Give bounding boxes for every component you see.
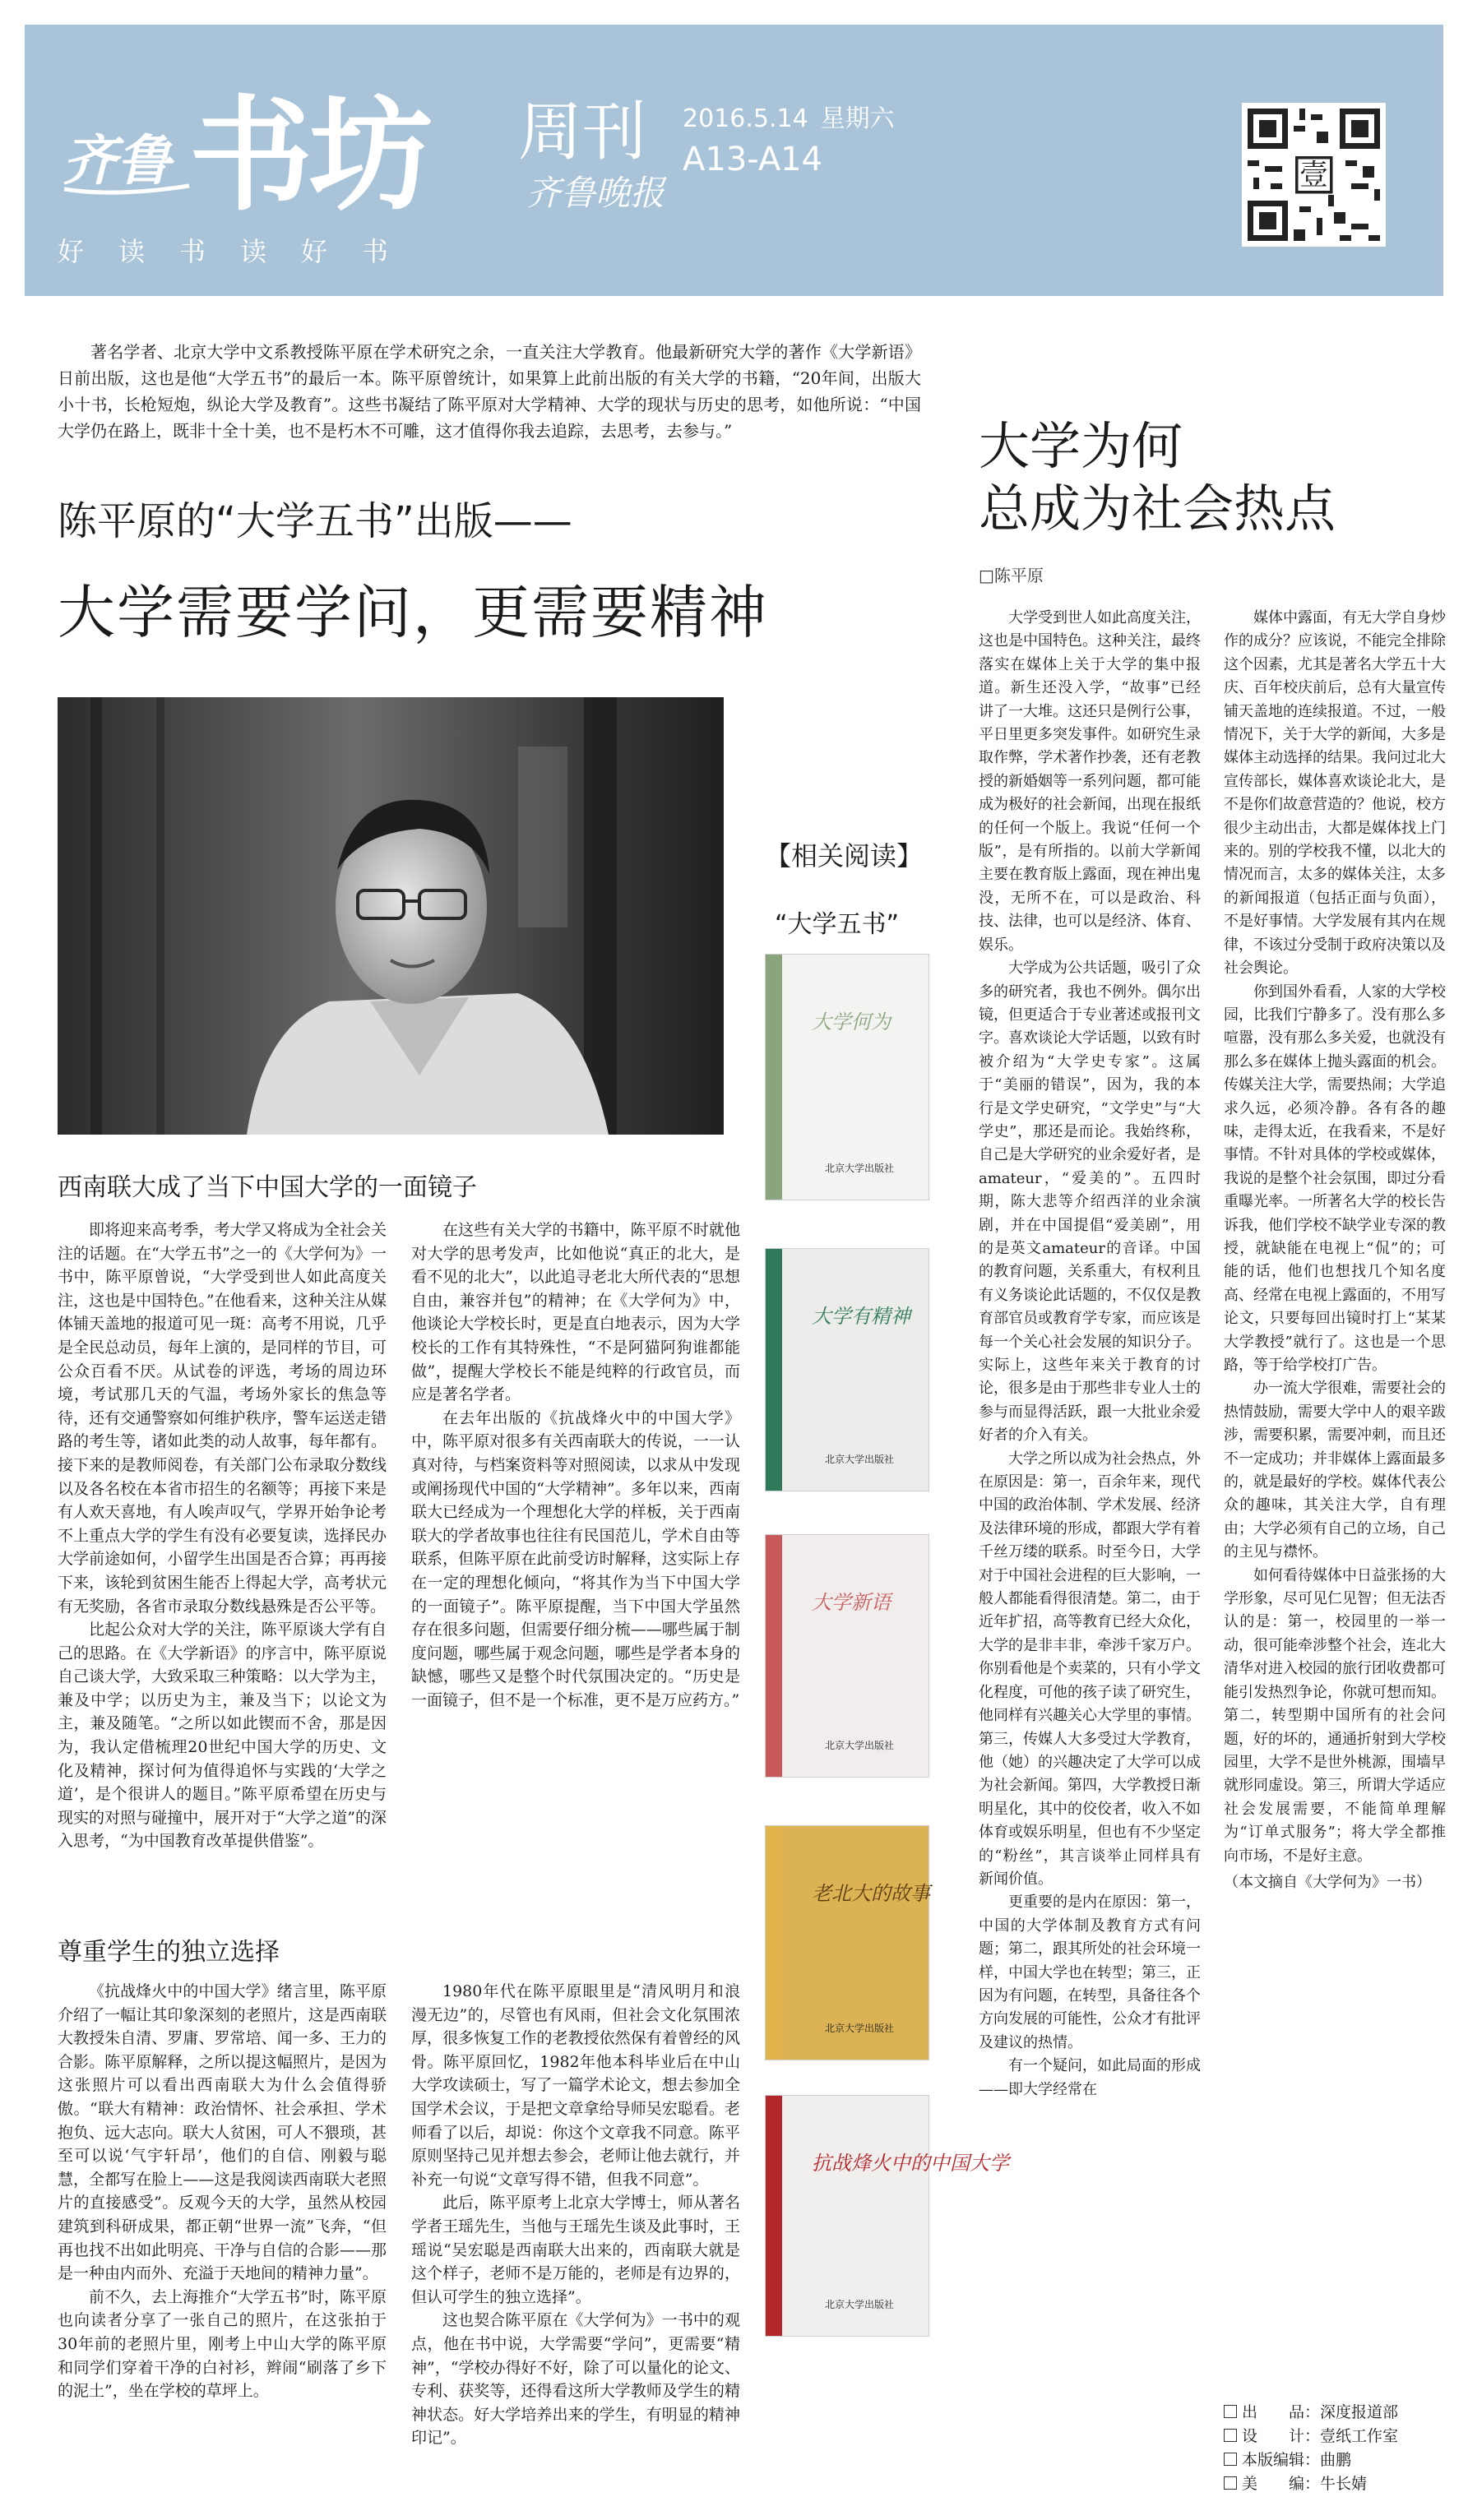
square-bullet-icon (1224, 2453, 1237, 2466)
credit-name: 壹纸工作室 (1320, 2427, 1399, 2445)
body-paragraph: 这也契合陈平原在《大学何为》一书中的观点，他在书中说，大学需要“学问”，更需要“精神”，“学校办得好不好，除了可以量化的论文、专利、获奖等，还得看这所大学教师及学生的精神状态。好大学培养出来的学生，有明显的精神印记”。 (411, 2311, 740, 2448)
book-spine (766, 1826, 782, 2060)
section1-column-2 (411, 1218, 740, 1926)
credit-line: 美 编：牛长婧 (1224, 2472, 1446, 2496)
square-bullet-icon (1224, 2476, 1237, 2490)
article-headline: 大学需要学问，更需要精神 (58, 579, 768, 646)
title-line: 大学为何 (979, 416, 1183, 476)
book-title: 抗战烽火中的中国大学 (812, 2152, 1009, 2175)
sidebar-article-title (979, 415, 1336, 540)
book-cover (765, 2095, 1009, 2337)
related-reading-label: 【相关阅读】 (765, 840, 924, 872)
body-paragraph: 大学受到世人如此高度关注，这也是中国特色。这种关注，最终落实在媒体上关于大学的集中报道。新生还没入学，“故事”已经讲了一大堆。这还只是例行公事，平日里更多突发事件。如研究生录取作弊，学术著作抄袭，还有老教授的新婚姻等一系列问题，都可能成为极好的社会新闻，出现在报纸的任何一个版上。我说“任何一个版”，是有所指的。以前大学新闻主要在教育版上露面，现在神出鬼没，无所不在，可以是政治、科技、法律，也可以是经济、体育、娱乐。 (979, 609, 1201, 954)
svg-text:壹: 壹 (1299, 159, 1329, 192)
book-cover (765, 954, 929, 1200)
section-title-southwest-associated-university: 西南联大成了当下中国大学的一面镜子 (58, 1173, 477, 1202)
date-value: 2016.5.14 (683, 104, 808, 133)
book-spine (766, 1249, 782, 1491)
body-paragraph: 你到国外看看，人家的大学校园，比我们宁静多了。没有那么多喧嚣，没有那么多关爱，也就没有那么多在媒体上抛头露面的机会。传媒关注大学，需要热闹；大学追求久远，必须冷静。各有各的趣味，走得太近，在我看来，不是好事情。不针对具体的学校或媒体，我说的是整个社会氛围，即过分看重曝光率。一所著名大学的校长告诉我，他们学校不缺学业专深的教授，就缺能在电视上“侃”的；可能的话，他们也想找几个知名度高、经常在电视上露面的，不用写论文，只要每回出镜时打上“某某大学教授”就行了。这也是一个思路，等于给学校打广告。 (1224, 983, 1446, 1374)
credit-line: 本版编辑：曲鹏 (1224, 2448, 1446, 2472)
masthead-title: 书坊 (189, 85, 430, 228)
intro-paragraph: 著名学者、北京大学中文系教授陈平原在学术研究之余，一直关注大学教育。他最新研究大学的著作《大学新语》日前出版，这也是他“大学五书”的最后一本。陈平原曾统计，如果算上此前出版的有关大学的书籍，“20年间，出版大小十书，长枪短炮，纵论大学及教育”。这些书凝结了陈平原对大学精神、大学的现状与历史的思考，如他所说：“中国大学仍在路上，既非十全十美，也不是朽木不可雕，这才值得你我去追踪，去思考，去参与。” (58, 342, 921, 441)
title-line: 总成为社会热点 (979, 479, 1336, 539)
body-paragraph: 《抗战烽火中的中国大学》绪言里，陈平原介绍了一幅让其印象深刻的老照片，这是西南联大教授朱自清、罗庸、罗常培、闻一多、王力的合影。陈平原解释，之所以提这幅照片，是因为这张照片可以看出西南联大为什么会值得骄傲。“联大有精神：政治情怀、社会承担、学术抱负、远大志向。联大人贫困，可人不猥琐，甚至可以说‘气宇轩昂’，他们的自信、刚毅与聪慧，全都写在脸上——这是我阅读西南联大老照片的直接感受”。反观今天的大学，虽然从校园建筑到科研成果，都正朝“世界一流”飞奔，“但再也找不出如此明亮、干净与自信的合影——那是一种由内而外、充溢于天地间的精神力量”。 (58, 1982, 387, 2283)
body-paragraph: 如何看待媒体中日益张扬的大学形象，尽可见仁见智；但无法否认的是：第一，校园里的一举一动，很可能牵涉整个社会，连北大清华对进入校园的旅行团收费都可能引发热烈争论，你就可想而知。第二，转型期中国所有的社会问题，好的坏的，通通折射到大学校园里，大学不是世外桃源，围墙早就形同虚设。第三，所谓大学适应社会发展需要，不能简单理解为“订单式服务”；将大学全都推向市场，不是好主意。 (1224, 1566, 1446, 1865)
body-paragraph: 即将迎来高考季，考大学又将成为全社会关注的话题。在“大学五书”之一的《大学何为》一书中，陈平原曾说，“大学受到世人如此高度关注，这也是中国特色。”在他看来，这种关注从媒体铺天盖地的报道可见一斑：高考不用说，几乎是全民总动员，每年上演的，是同样的节目，可公众百看不厌。从试卷的评选，考场的周边环境，考试那几天的气温，考场外家长的焦急等待，还有交通警察如何维护秩序，警车运送走错路的考生等，诸如此类的动人故事，每年都有。接下来的是教师阅卷，有关部门公布录取分数线以及各名校在本省市招生的名额等；再接下来是有人欢天喜地，有人唉声叹气，学界开始争论考不上重点大学的学生有没有必要复读，选择民办大学前途如何，小留学生出国是否合算；再再接下来，该轮到贫困生能否上得起大学，高考状元有无奖励，各省市录取分数线悬殊是否公平等。 (58, 1221, 387, 1616)
body-paragraph: 媒体中露面，有无大学自身炒作的成分？应该说，不能完全排除这个因素，尤其是著名大学五十大庆、百年校庆前后，总有大量宣传铺天盖地的连续报道。不过，一般情况下，关于大学的新闻，大多是媒体主动选择的结果。我问过北大宣传部长，媒体喜欢谈论北大，是不是你们故意营造的？他说，校方很少主动出击，大都是媒体找上门来的。别的学校我不懂，以北大的情况而言，太多的媒体关注，太多的新闻报道（包括正面与负面），不是好事情。大学发展有其内在规律，不该过分受制于政府决策以及社会舆论。 (1224, 609, 1446, 978)
credit-role: 美 编 (1242, 2475, 1305, 2493)
svg-text:齐鲁: 齐鲁 (63, 128, 171, 192)
book-spine (766, 2096, 782, 2336)
book-cover (765, 1825, 929, 2060)
masthead-slogan: 好读书读好书 (58, 236, 424, 267)
credit-role: 本版编辑 (1242, 2451, 1305, 2469)
body-paragraph: 大学之所以成为社会热点，外在原因是：第一，百余年来，现代中国的政治体制、学术发展、经济及法律环境的形成，都跟大学有着千丝万缕的联系。时至今日，大学对于中国社会进程的巨大影响，一般人都能看得很清楚。第二，由于近年扩招，高等教育已经大众化，大学的是非丰非，牵涉千家万户。你别看他是个卖菜的，只有小学文化程度，可他的孩子读了研究生，他同样有兴趣关心大学里的事情。第三，传媒人大多受过大学教育，他（她）的兴趣决定了大学可以成为社会新闻。第四，大学教授日渐明星化，其中的佼佼者，收入不如体育或娱乐明星，但也有不少坚定的“粉丝”，其言谈举止同样具有新闻价值。 (979, 1450, 1201, 1888)
credit-name: 深度报道部 (1320, 2403, 1399, 2421)
sidebar-article-byline: □陈平原 (979, 566, 1044, 585)
book-spine (766, 955, 782, 1200)
book-title: 大学新语 (812, 1591, 891, 1614)
qr-code-icon[interactable] (1242, 103, 1386, 247)
body-paragraph: 有一个疑问，如此局面的形成——即大学经常在 (979, 2057, 1201, 2098)
book-title: 老北大的故事 (812, 1882, 930, 1905)
credit-name: 曲鹏 (1320, 2451, 1352, 2469)
book-spine (766, 1535, 782, 1777)
newspaper-name: 齐鲁晚报 (526, 173, 665, 213)
book-publisher: 北京大学出版社 (825, 1454, 895, 1465)
credit-name: 牛长婧 (1320, 2475, 1368, 2493)
body-paragraph: 前不久，去上海推介“大学五书”时，陈平原也向读者分享了一张自己的照片，在这张拍于30年前的老照片里，刚考上中山大学的陈平原和同学们穿着干净的白衬衫，辫闹“刷落了乡下的泥土”，坐在学校的草坪上。 (58, 2287, 387, 2401)
body-paragraph: 此后，陈平原考上北京大学博士，师从著名学者王瑶先生，当他与王瑶先生谈及此事时，王瑶说“吴宏聪是西南联大出来的，西南联大就是这个样子，老师不是万能的，老师是有边界的，但认可学生的独立选择”。 (411, 2194, 740, 2306)
book-title: 大学有精神 (812, 1305, 910, 1328)
book-publisher: 北京大学出版社 (825, 2023, 895, 2034)
square-bullet-icon (1224, 2405, 1237, 2418)
page-range: A13-A14 (683, 141, 823, 178)
qilu-logo-icon (58, 107, 197, 206)
body-paragraph: 比起公众对大学的关注，陈平原谈大学有自己的思路。在《大学新语》的序言中，陈平原说自己谈大学，大致采取三种策略：以大学为主，兼及中学；以历史为主，兼及当下；以论文为主，兼及随笔。“之所以如此锲而不舍，那是因为，我认定借梳理20世纪中国大学的历史、文化及精神，探讨何为值得追怀与实践的‘大学之道’，是个很讲人的题目。”陈平原希望在历史与现实的对照与碰撞中，展开对于“大学之道”的深入思考，“为中国教育改革提供借鉴”。 (58, 1621, 387, 1851)
book-publisher: 北京大学出版社 (825, 2299, 895, 2310)
body-paragraph: 在这些有关大学的书籍中，陈平原不时就他对大学的思考发声，比如他说“真正的北大，是看不见的北大”，以此追寻老北大所代表的“思想自由，兼容并包”的精神；在《大学何为》中，他谈论大学校长时，更是直白地表示，因为大学校长的工作有其特殊性，“不是阿猫阿狗谁都能做”，提醒大学校长不能是纯粹的行政官员，而应是著名学者。 (411, 1221, 740, 1404)
issue-date (683, 104, 895, 133)
book-title: 大学何为 (812, 1010, 891, 1033)
section-title-respect-student-choice: 尊重学生的独立选择 (58, 1938, 280, 1967)
credit-line: 设 计：壹纸工作室 (1224, 2425, 1446, 2448)
source-note: （本文摘自《大学何为》一书） (1224, 1873, 1431, 1891)
credit-role: 设 计 (1242, 2427, 1305, 2445)
weekday: 星期六 (820, 104, 895, 133)
section1-column-1 (58, 1218, 387, 1926)
book-series-name: “大学五书” (775, 910, 900, 939)
section2-column-1 (58, 1980, 387, 2490)
article-kicker: 陈平原的“大学五书”出版—— (58, 498, 572, 544)
body-paragraph: 办一流大学很难，需要社会的热情鼓励，需要大学中人的艰辛跋涉，需要积累，需要冲刺，而且还不一定成功；并非媒体上露面最多的，就是最好的学校。媒体代表公众的趣味，其关注大学，自有理由；大学必须有自己的立场，自己的主见与襟怀。 (1224, 1380, 1446, 1561)
page-credits (1224, 2401, 1446, 2496)
book-cover (765, 1534, 929, 1778)
author-portrait-photo (58, 697, 724, 1135)
credit-line: 出 品：深度报道部 (1224, 2401, 1446, 2425)
credit-role: 出 品 (1242, 2403, 1305, 2421)
book-publisher: 北京大学出版社 (825, 1163, 895, 1174)
body-paragraph: 在去年出版的《抗战烽火中的中国大学》中，陈平原对很多有关西南联大的传说，一一认真对待，与档案资料等对照阅读，以求从中发现或阐扬现代中国的“大学精神”。多年以来，西南联大已经成为一个理想化大学的样板，关于西南联大的学者故事也往往有民国范儿，学术自由等联系，但陈平原在此前受访时解释，这实际上存在一定的理想化倾向，“将其作为当下中国大学的一面镜子”。陈平原提醒，当下中国大学虽然存在很多问题，但需要仔细分梳——哪些属于制度问题，哪些属于观念问题，哪些是学者本身的缺憾，哪些又是整个时代氛围决定的。“历史是一面镜子，但不是一个标准，更不是万应药方。” (411, 1408, 740, 1709)
sidebar-article-column-1 (979, 607, 1201, 2448)
book-cover (765, 1248, 929, 1491)
square-bullet-icon (1224, 2429, 1237, 2442)
body-paragraph: 1980年代在陈平原眼里是“清风明月和浪漫无边”的，尽管也有风雨，但社会文化氛围浓厚，很多恢复工作的老教授依然保有着曾经的风骨。陈平原回忆，1982年他本科毕业后在中山大学攻读硕士，写了一篇学术论文，想去参加全国学术会议，于是把文章拿给导师吴宏聪看。老师看了以后，却说：你这个文章我不同意。陈平原则坚持己见并想去参会，老师让他去就行，并补充一句说“文章写得不错，但我不同意”。 (411, 1982, 740, 2189)
section2-column-2 (411, 1980, 740, 2490)
book-publisher: 北京大学出版社 (825, 1740, 895, 1751)
sidebar-article-column-2 (1224, 607, 1446, 2251)
body-paragraph: 大学成为公共话题，吸引了众多的研究者，我也不例外。偶尔出镜，但更适合于专业著述或报刊文字。喜欢谈论大学话题，以致有时被介绍为“大学史专家”。这属于“美丽的错误”，因为，我的本行是文学史研究，“文学史”与“大学史”，那还是而论。我始终称，自己是大学研究的业余爱好者，是amateur，“爱美的”。五四时期，陈大悲等介绍西洋的业余演剧，并在中国提倡“爱美剧”，用的是英文amateur的音译。中国的教育问题，关系重大，有权利且有义务谈论此话题的，不仅仅是教育部官员或教育学专家，而应该是每一个关心社会发展的知识分子。实际上，这些年来关于教育的讨论，很多是由于那些非专业人士的参与而显得活跃，跟一大批业余爱好者的介入有关。 (979, 959, 1201, 1445)
masthead-frequency: 周刊 (518, 95, 647, 169)
body-paragraph: 更重要的是内在原因：第一，中国的大学体制及教育方式有问题；第二，跟其所处的社会环境一样，中国大学也在转型；第三，正因为有问题，在转型，具备往各个方向发展的可能性，公众才有批评及建议的热情。 (979, 1893, 1201, 2051)
